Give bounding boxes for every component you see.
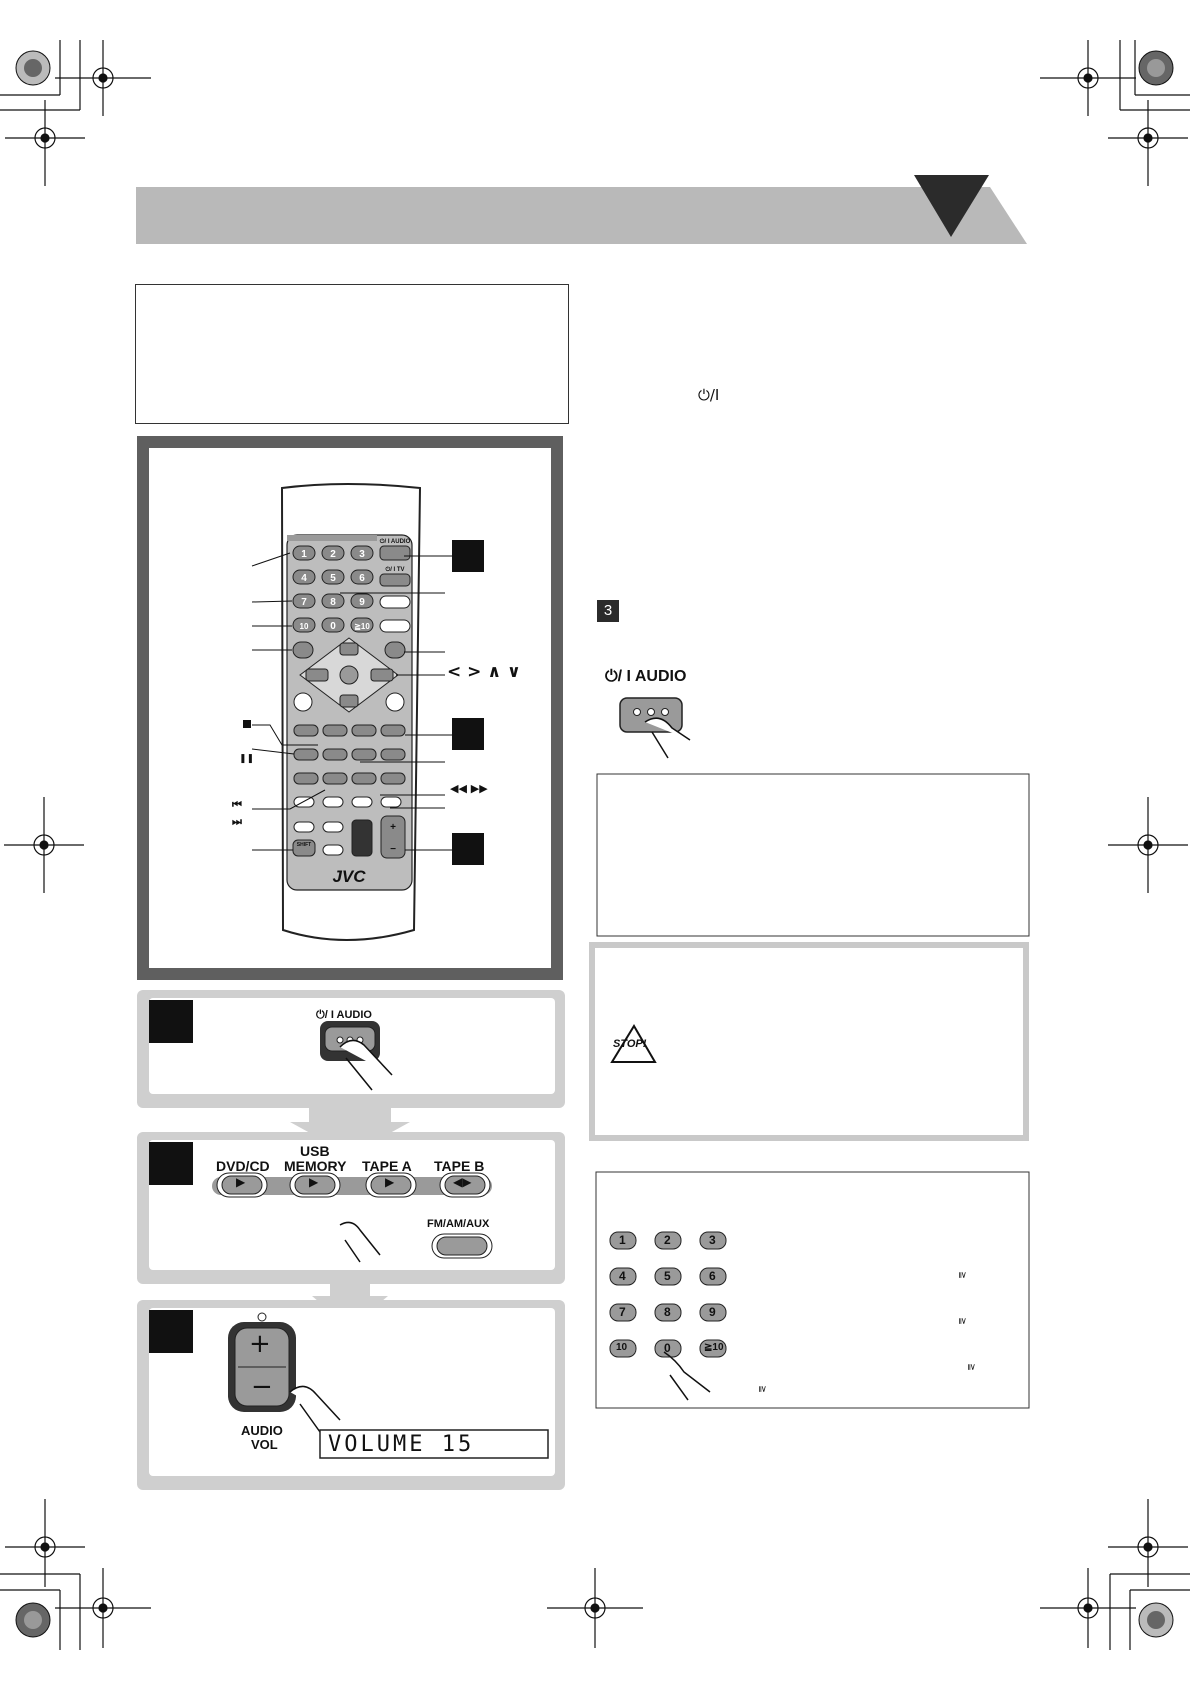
remote-key-7: 7 xyxy=(301,597,307,608)
cursor-keys-callout: < > ∧ ∨ xyxy=(447,662,521,682)
num-key-10: 10 xyxy=(616,1342,628,1353)
rewind-fastforward-icon: ◀◀ ▶▶ xyxy=(450,782,488,795)
num-key-0: 0 xyxy=(664,1341,671,1355)
previous-track-icon: ⏮ xyxy=(232,798,242,811)
play-icon-tape-b: ◀▶ xyxy=(453,1175,472,1189)
num-key-9: 9 xyxy=(709,1305,716,1319)
num-key-4: 4 xyxy=(619,1269,626,1283)
remote-brand-logo: JVC xyxy=(332,867,366,886)
num-key-7: 7 xyxy=(619,1305,626,1319)
source-label-memory: MEMORY xyxy=(284,1158,347,1174)
right-power-audio-label: ⏻/ I AUDIO xyxy=(605,668,687,685)
remote-vol-plus: + xyxy=(390,822,396,833)
remote-key-6: 6 xyxy=(359,573,365,584)
play-icon-tape-a: ▶ xyxy=(385,1175,395,1189)
remote-key-9: 9 xyxy=(359,597,365,608)
remote-power-tv-label: ⏻/ I TV xyxy=(385,567,405,573)
num-key-1: 1 xyxy=(619,1233,626,1247)
remote-key-1: 1 xyxy=(301,549,307,560)
step3-vol-plus: + xyxy=(249,1329,271,1359)
remote-key-ge10: ≧10 xyxy=(354,622,370,631)
audio-vol-label-bottom: VOL xyxy=(251,1437,278,1452)
remote-key-8: 8 xyxy=(330,597,336,608)
num-key-5: 5 xyxy=(664,1269,671,1283)
remote-shift-label: SHIFT xyxy=(296,842,312,848)
ge-symbol-3: ≧ xyxy=(965,1363,976,1371)
audio-vol-label-top: AUDIO xyxy=(241,1423,283,1438)
source-label-tape-a: TAPE A xyxy=(362,1158,412,1174)
ge-symbol-1: ≧ xyxy=(956,1271,967,1279)
power-symbol-inline: ⏻/I xyxy=(698,386,720,404)
num-key-8: 8 xyxy=(664,1305,671,1319)
num-key-ge10: ≧10 xyxy=(704,1342,724,1353)
remote-key-10: 10 xyxy=(299,622,309,631)
stop-warning-icon-text: STOP! xyxy=(613,1038,647,1050)
tuner-label: FM/AM/AUX xyxy=(427,1218,490,1230)
remote-key-5: 5 xyxy=(330,573,336,584)
source-label-usb: USB xyxy=(300,1143,330,1159)
remote-key-3: 3 xyxy=(359,549,365,560)
pause-icon: ❚❚ xyxy=(239,754,255,764)
remote-power-audio-label: ⏻/ I AUDIO xyxy=(379,539,411,545)
ge-symbol-2: ≧ xyxy=(956,1317,967,1325)
source-label-tape-b: TAPE B xyxy=(434,1158,485,1174)
num-key-6: 6 xyxy=(709,1269,716,1283)
remote-key-2: 2 xyxy=(330,549,336,560)
ge-symbol-4: ≧ xyxy=(756,1385,767,1393)
play-icon-usb: ▶ xyxy=(309,1175,319,1189)
remote-vol-minus: − xyxy=(390,844,396,855)
volume-display-readout: VOLUME 15 xyxy=(328,1432,475,1457)
remote-key-4: 4 xyxy=(301,573,307,584)
num-key-2: 2 xyxy=(664,1233,671,1247)
source-label-dvd-cd: DVD/CD xyxy=(216,1158,270,1174)
step-badge-3: 3 xyxy=(597,600,619,622)
step3-vol-minus: − xyxy=(251,1372,273,1402)
remote-key-0: 0 xyxy=(330,621,336,632)
step1-power-label: ⏻/ I AUDIO xyxy=(316,1009,372,1021)
num-key-3: 3 xyxy=(709,1233,716,1247)
next-track-icon: ⏭ xyxy=(232,815,242,828)
play-icon-dvd-cd: ▶ xyxy=(236,1175,246,1189)
